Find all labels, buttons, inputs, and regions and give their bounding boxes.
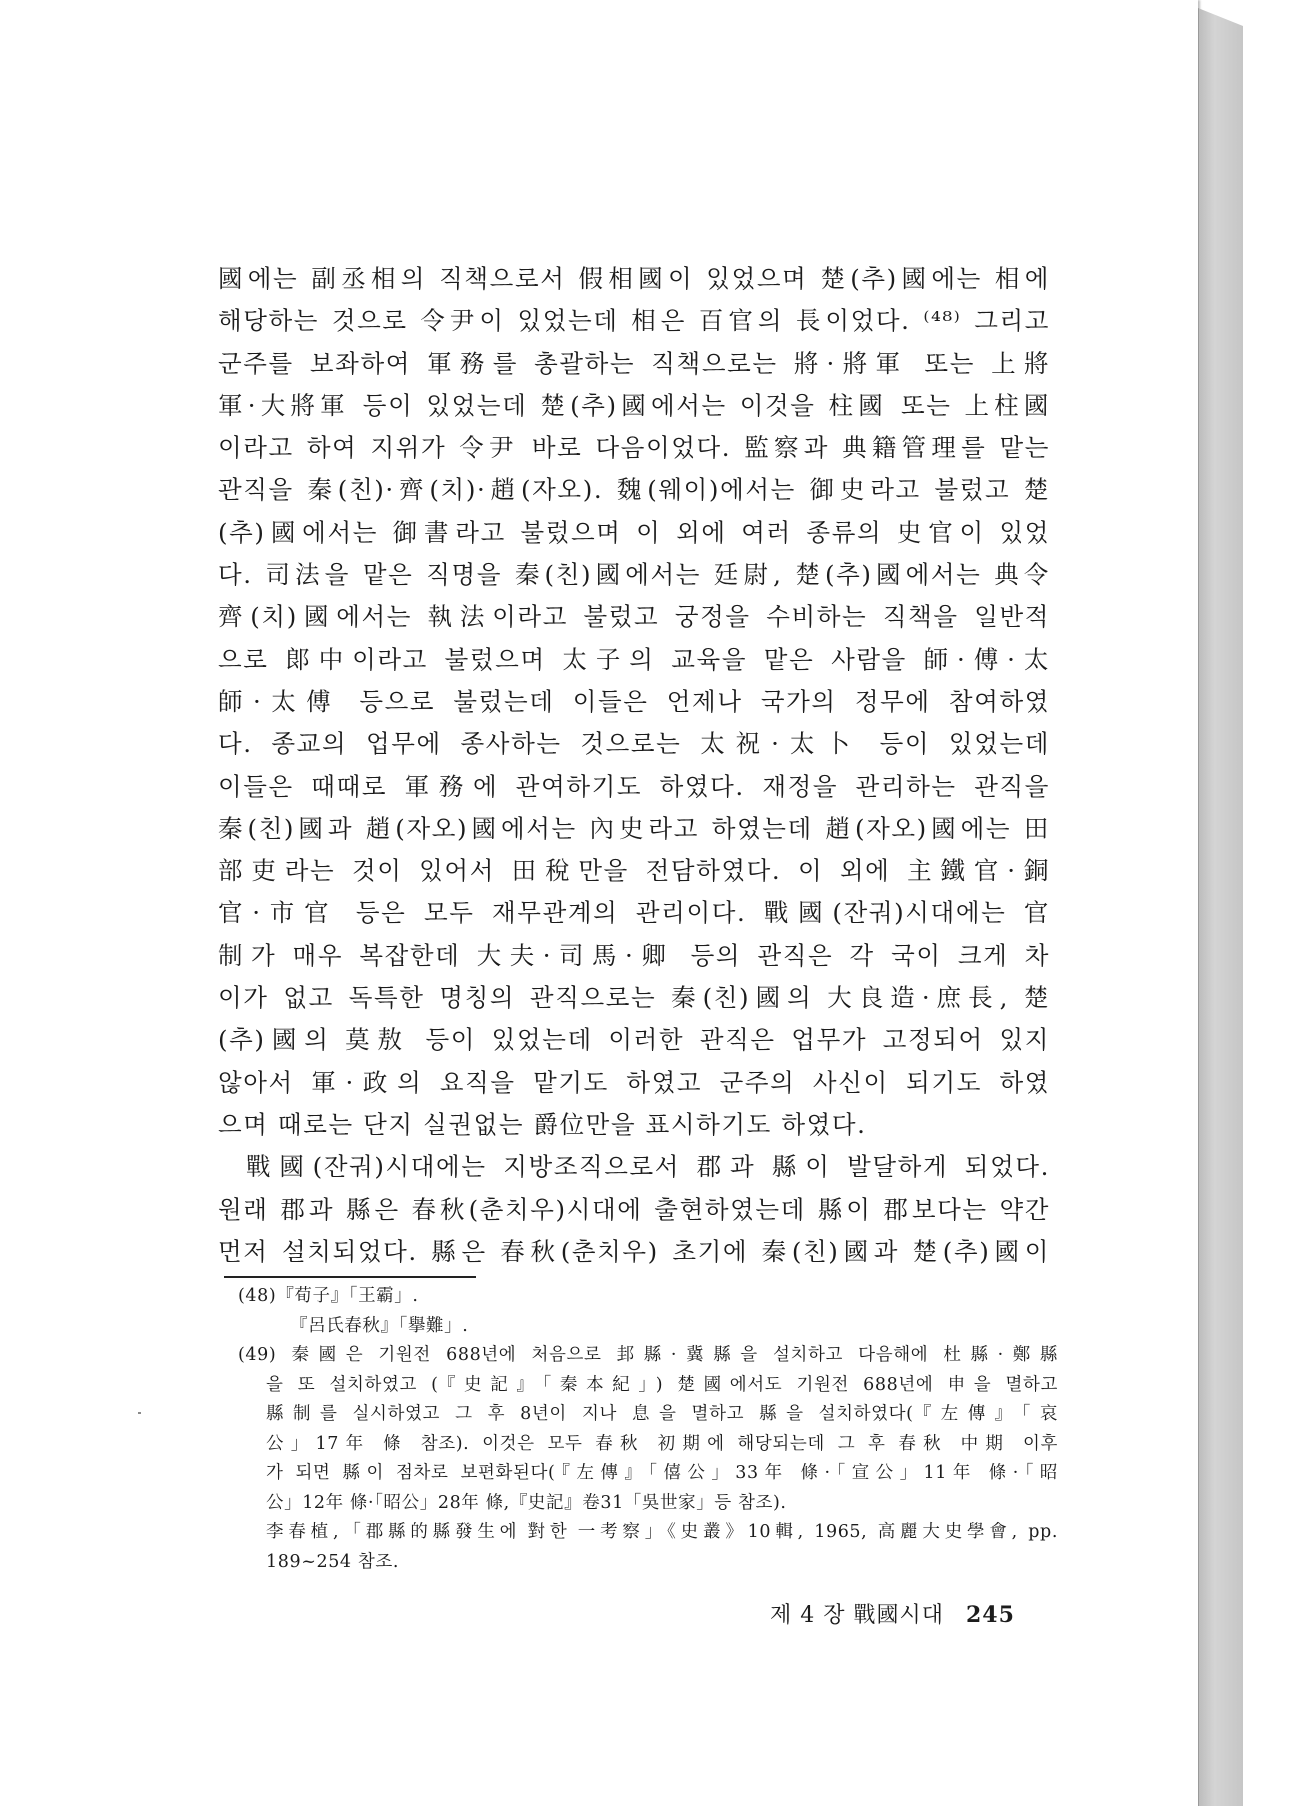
body-line: 원래 郡과 縣은 春秋(춘치우)시대에 출현하였는데 縣이 郡보다는 약간 bbox=[218, 1194, 1050, 1224]
running-footer bbox=[770, 1598, 1015, 1629]
body-line: 군주를 보좌하여 軍務를 총괄하는 직책으로는 將·將軍 또는 上將 bbox=[218, 348, 1050, 378]
body-line: 制가 매우 복잡한데 大夫·司馬·卿 등의 관직은 각 국이 크게 차 bbox=[218, 940, 1050, 970]
body-line: 齊(치)國에서는 執法이라고 불렀고 궁정을 수비하는 직책을 일반적 bbox=[218, 602, 1050, 632]
footnote-line: 189~254 참조. bbox=[266, 1551, 400, 1572]
body-line: 軍·大將軍 등이 있었는데 楚(추)國에서는 이것을 柱國 또는 上柱國 bbox=[218, 390, 1050, 420]
body-line: (추)國의 莫敖 등이 있었는데 이러한 관직은 업무가 고정되어 있지 bbox=[218, 1025, 1050, 1055]
body-line: 國에는 副丞相의 직책으로서 假相國이 있었으며 楚(추)國에는 相에 bbox=[218, 264, 1050, 293]
footnote-line: (48)『荀子』「王霸」. bbox=[238, 1286, 419, 1306]
footnote-line: (49) 秦國은 기원전 688년에 처음으로 邽縣·冀縣을 설치하고 다음해에 杜縣·鄭縣 bbox=[238, 1345, 1058, 1365]
book-page-edge bbox=[1198, 8, 1243, 1806]
footnotes bbox=[238, 1282, 1058, 1577]
body-line: 않아서 軍·政의 요직을 맡기도 하였고 군주의 사신이 되기도 하였 bbox=[218, 1067, 1050, 1097]
body-line: 해당하는 것으로 令尹이 있었는데 相은 百官의 長이었다. ⁽⁴⁸⁾ 그리고 bbox=[218, 306, 1050, 336]
chapter-title: 제 4 장 戰國시대 bbox=[770, 1603, 944, 1628]
body-line: 으며 때로는 단지 실권없는 爵位만을 표시하기도 하였다. bbox=[218, 1109, 867, 1139]
body-line: 部吏라는 것이 있어서 田稅만을 전담하였다. 이 외에 主鐵官·銅 bbox=[218, 856, 1050, 886]
body-line: 먼저 설치되었다. 縣은 春秋(춘치우) 초기에 秦(친)國과 楚(추)國이 bbox=[218, 1236, 1050, 1266]
footnote-line: 『呂氏春秋』「擧難」. bbox=[290, 1315, 469, 1336]
body-line: 관직을 秦(친)·齊(치)·趙(자오). 魏(웨이)에서는 御史라고 불렀고 楚 bbox=[218, 475, 1050, 505]
footnote-divider bbox=[224, 1276, 476, 1278]
body-line: 官·市官 등은 모두 재무관계의 관리이다. 戰國(잔궈)시대에는 官 bbox=[218, 898, 1050, 928]
footnote-line: 縣制를 실시하였고 그 후 8년이 지나 息을 멸하고 縣을 설치하였다(『左傳』「哀 bbox=[266, 1404, 1058, 1424]
body-line: 戰國(잔궈)시대에는 지방조직으로서 郡과 縣이 발달하게 되었다. bbox=[246, 1152, 1050, 1182]
footnote-line: 가 되면 縣이 점차로 보편화된다(『左傳』「僖公」33年 條·「宣公」11年 條·「昭 bbox=[266, 1463, 1058, 1483]
footnote-line: 公」12年 條·「昭公」28年 條,『史記』卷31「吳世家」등 참조). bbox=[266, 1492, 787, 1513]
footnote-line: 李春植,「郡縣的縣發生에 對한 一考察」《史叢》10輯, 1965, 高麗大史學會, pp. bbox=[266, 1522, 1058, 1542]
scan-speck bbox=[138, 1412, 141, 1414]
page-number: 245 bbox=[966, 1602, 1015, 1628]
body-line: 이라고 하여 지위가 令尹 바로 다음이었다. 監察과 典籍管理를 맡는 bbox=[218, 433, 1050, 463]
body-line: (추)國에서는 御書라고 불렀으며 이 외에 여러 종류의 史官이 있었 bbox=[218, 517, 1050, 547]
footnote-line: 을 또 설치하였고 (『史記』「秦本紀」) 楚國에서도 기원전 688년에 申을 멸하고 bbox=[266, 1374, 1058, 1395]
body-line: 이가 없고 독특한 명칭의 관직으로는 秦(친)國의 大良造·庶長, 楚 bbox=[218, 983, 1050, 1013]
body-line: 師·太傅 등으로 불렀는데 이들은 언제나 국가의 정무에 참여하였 bbox=[218, 686, 1050, 716]
body-line: 으로 郞中이라고 불렀으며 太子의 교육을 맡은 사람을 師·傅·太 bbox=[218, 644, 1050, 674]
body-line: 다. 司法을 맡은 직명을 秦(친)國에서는 廷尉, 楚(추)國에서는 典令 bbox=[218, 560, 1050, 590]
body-line: 이들은 때때로 軍務에 관여하기도 하였다. 재정을 관리하는 관직을 bbox=[218, 771, 1050, 801]
body-line: 다. 종교의 업무에 종사하는 것으로는 太祝·太卜 등이 있었는데 bbox=[218, 729, 1050, 759]
body-line: 秦(친)國과 趙(자오)國에서는 內史라고 하였는데 趙(자오)國에는 田 bbox=[218, 813, 1050, 843]
footnote-line: 公」17年 條 참조). 이것은 모두 春秋 初期에 해당되는데 그 후 春秋 中期 이후 bbox=[266, 1433, 1058, 1454]
body-text bbox=[218, 258, 1050, 1273]
